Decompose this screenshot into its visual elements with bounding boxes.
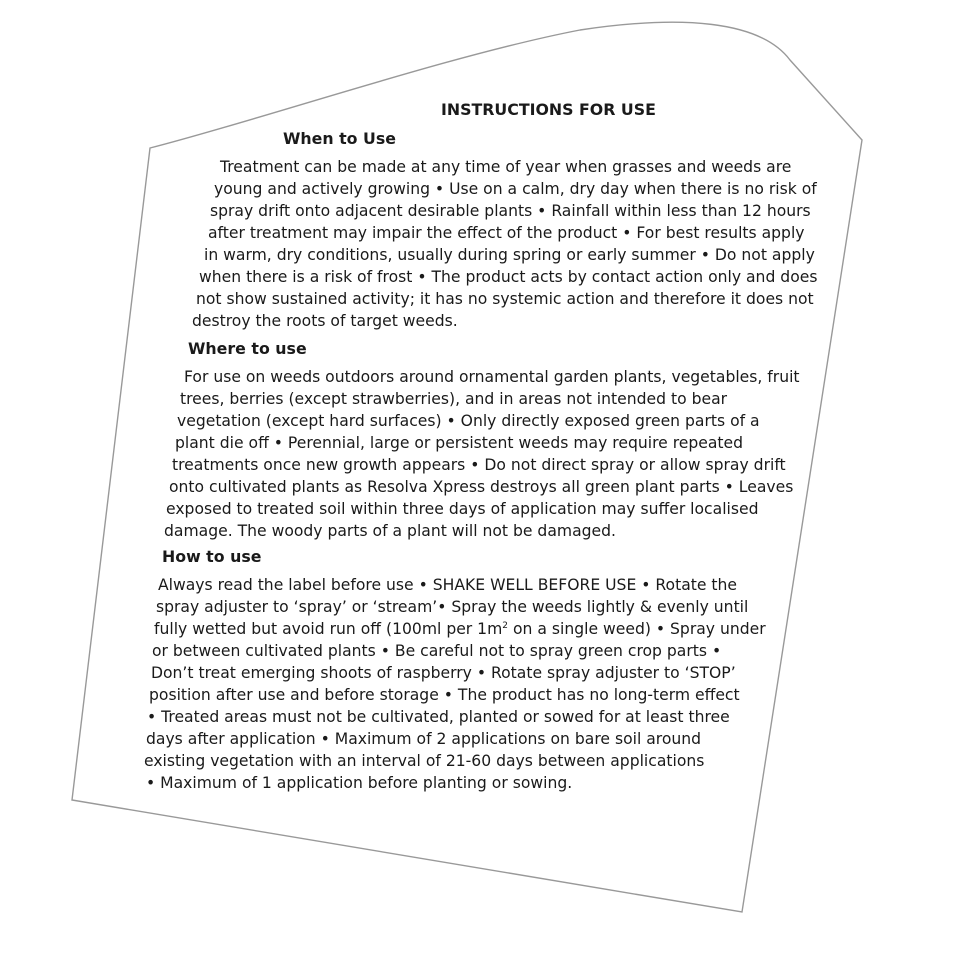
how-to-use-line: • Maximum of 1 application before planting or sowing. (146, 774, 573, 792)
superscript-two: 2 (502, 620, 509, 631)
how-to-use-line: Don’t treat emerging shoots of raspberry • Rotate spray adjuster to ‘STOP’ (151, 664, 736, 682)
how-to-use-line: position after use and before storage • The product has no long-term effect (149, 686, 740, 704)
how-to-use-line (154, 618, 766, 640)
where-to-use-line: trees, berries (except strawberries), and in areas not intended to bear (180, 390, 728, 408)
when-to-use-line: in warm, dry conditions, usually during spring or early summer • Do not apply (204, 246, 815, 264)
where-to-use-line: onto cultivated plants as Resolva Xpress destroys all green plant parts • Leaves (169, 478, 794, 496)
section-heading-when-to-use: When to Use (283, 129, 396, 148)
how-to-use-line: Always read the label before use • SHAKE WELL BEFORE USE • Rotate the (158, 576, 738, 594)
how-to-use-line: existing vegetation with an interval of 21-60 days between applications (144, 752, 705, 770)
how-to-use-line: days after application • Maximum of 2 applications on bare soil around (146, 730, 702, 748)
when-to-use-line: young and actively growing • Use on a calm, dry day when there is no risk of (214, 180, 817, 198)
when-to-use-line: after treatment may impair the effect of the product • For best results apply (208, 224, 805, 242)
where-to-use-line: vegetation (except hard surfaces) • Only directly exposed green parts of a (177, 412, 760, 430)
page-title: INSTRUCTIONS FOR USE (441, 100, 656, 119)
when-to-use-line: Treatment can be made at any time of year when grasses and weeds are (220, 158, 792, 176)
where-to-use-line: treatments once new growth appears • Do not direct spray or allow spray drift (172, 456, 786, 474)
how-to-use-line-tail: on a single weed) • Spray under (508, 620, 766, 638)
section-heading-how-to-use: How to use (162, 547, 262, 566)
where-to-use-line: damage. The woody parts of a plant will not be damaged. (164, 522, 616, 540)
when-to-use-line: destroy the roots of target weeds. (192, 312, 458, 330)
section-heading-where-to-use: Where to use (188, 339, 307, 358)
how-to-use-line: or between cultivated plants • Be careful not to spray green crop parts • (152, 642, 722, 660)
when-to-use-line: not show sustained activity; it has no systemic action and therefore it does not (196, 290, 814, 308)
where-to-use-line: For use on weeds outdoors around ornamental garden plants, vegetables, fruit (184, 368, 800, 386)
how-to-use-line: • Treated areas must not be cultivated, planted or sowed for at least three (147, 708, 730, 726)
when-to-use-line: when there is a risk of frost • The product acts by contact action only and does (199, 268, 818, 286)
how-to-use-line-text: fully wetted but avoid run off (100ml per 1m (154, 620, 503, 638)
where-to-use-line: plant die off • Perennial, large or persistent weeds may require repeated (175, 434, 744, 452)
when-to-use-line: spray drift onto adjacent desirable plants • Rainfall within less than 12 hours (210, 202, 811, 220)
how-to-use-line: spray adjuster to ‘spray’ or ‘stream’• Spray the weeds lightly & evenly until (156, 598, 749, 616)
where-to-use-line: exposed to treated soil within three days of application may suffer localised (166, 500, 759, 518)
